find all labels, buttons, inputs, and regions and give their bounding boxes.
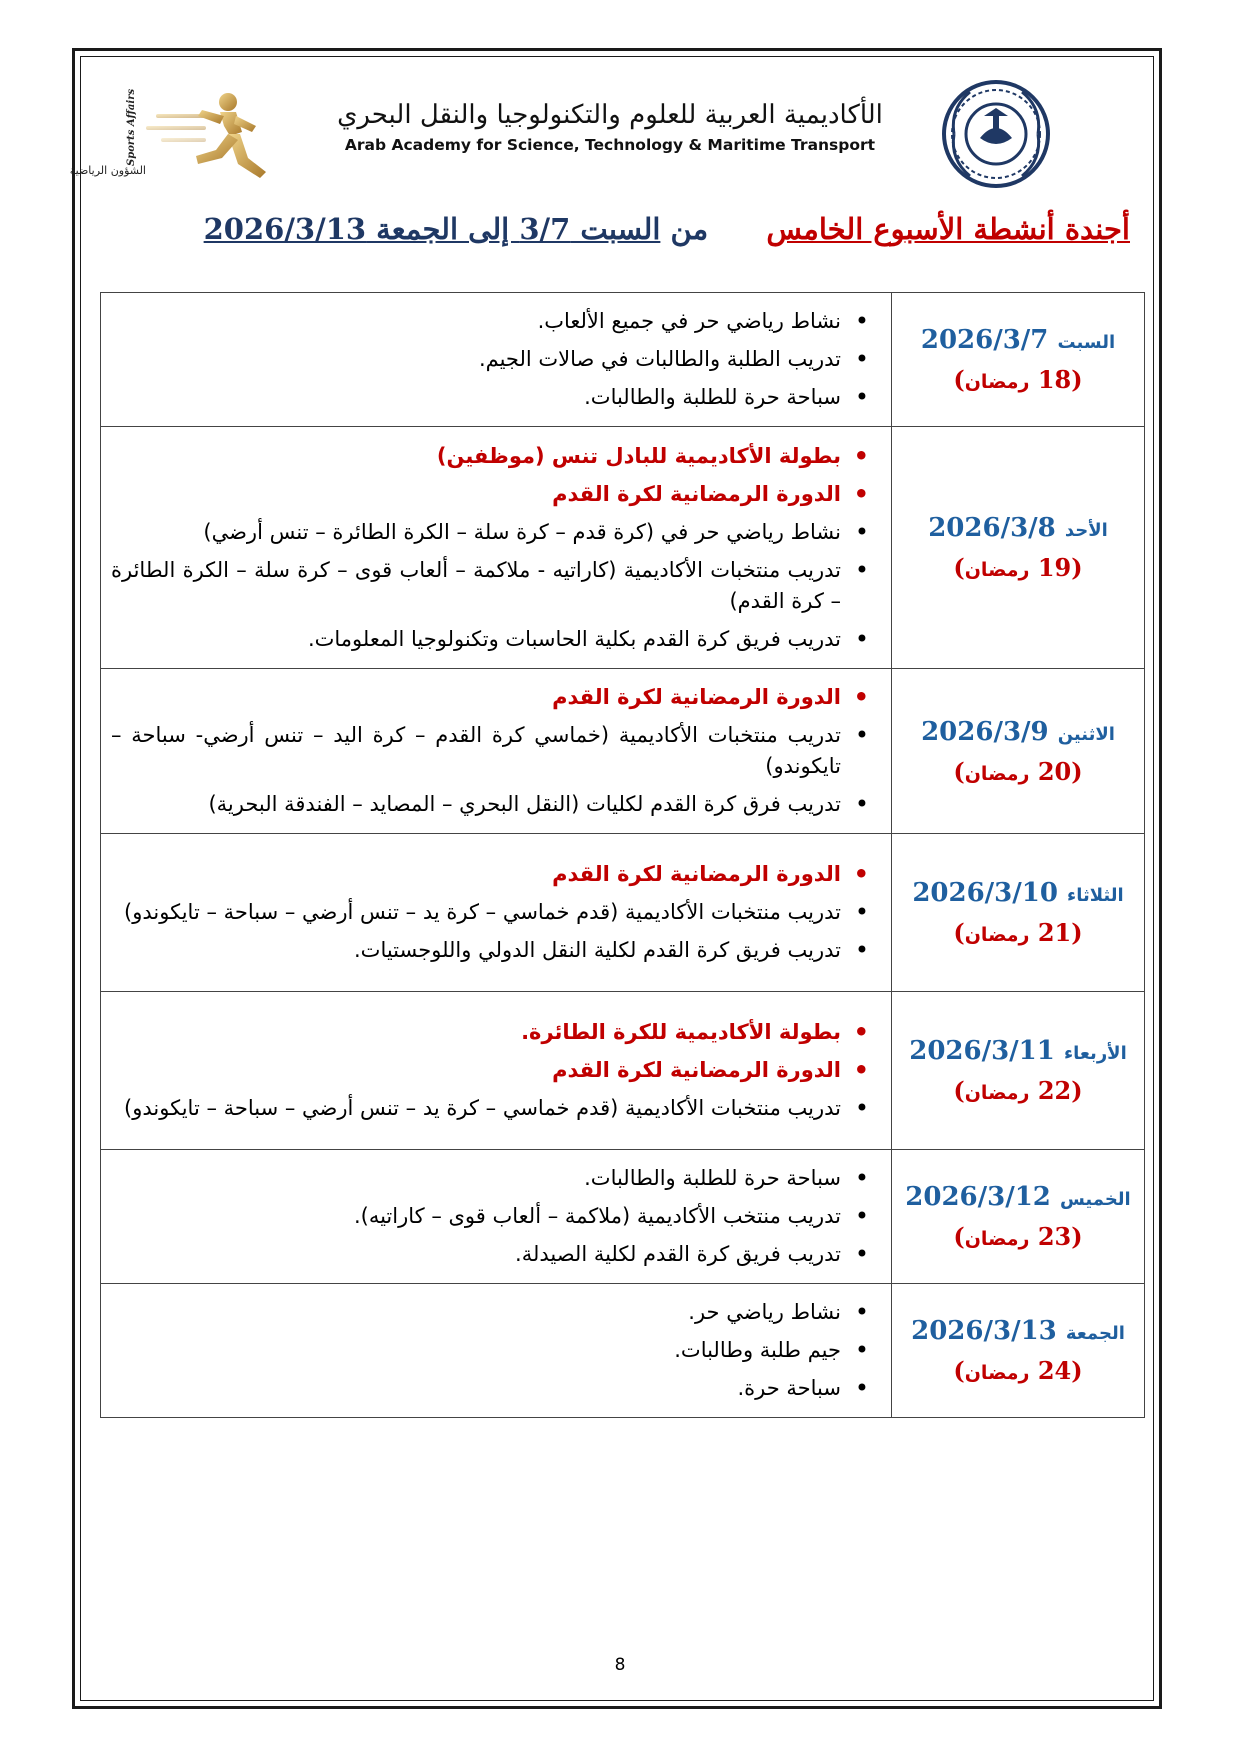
activity-item: • تدريب منتخبات الأكاديمية (قدم خماسي – كرة يد – تنس أرضي – سباحة – تايكوندو) (111, 1093, 891, 1124)
activity-item: • تدريب فريق كرة القدم لكلية النقل الدولي واللوجستيات. (111, 935, 891, 966)
schedule-row (101, 1150, 1145, 1284)
day-date (893, 878, 1143, 908)
activity-item: • تدريب الطلبة والطالبات في صالات الجيم. (111, 344, 891, 375)
schedule-row (101, 992, 1145, 1150)
ramadan-date: (20 رمضان) (953, 756, 1083, 786)
activities-list (111, 306, 891, 413)
day-name: السبت (1057, 332, 1116, 353)
ramadan-day-number: 20 (1037, 756, 1072, 786)
activity-item: • تدريب منتخبات الأكاديمية (كاراتيه - ملاكمة – ألعاب قوى – كرة سلة – الكرة الطائرة – كرة القدم) (111, 555, 891, 617)
day-cell (892, 1150, 1145, 1284)
activities-cell (101, 293, 892, 427)
highlighted-activity: • بطولة الأكاديمية للكرة الطائرة. (111, 1017, 891, 1048)
ramadan-day-number: 24 (1037, 1356, 1072, 1385)
activity-item: • تدريب منتخبات الأكاديمية (قدم خماسي – كرة يد – تنس أرضي – سباحة – تايكوندو) (111, 897, 891, 928)
ramadan-date: (21 رمضان) (953, 918, 1083, 947)
day-date (893, 1036, 1143, 1066)
sports-logo-en: Sports Affairs (126, 88, 137, 166)
day-cell (892, 293, 1145, 427)
activities-cell (101, 669, 892, 834)
activities-list (111, 682, 891, 820)
ramadan-day-number: 19 (1037, 553, 1072, 582)
activity-item: • نشاط رياضي حر في جميع الألعاب. (111, 306, 891, 337)
day-cell (892, 1284, 1145, 1418)
day-name: الأحد (1064, 520, 1108, 541)
activity-item: • سباحة حرة للطلبة والطالبات. (111, 382, 891, 413)
activity-item: • نشاط رياضي حر في (كرة قدم – كرة سلة – الكرة الطائرة – تنس أرضي) (111, 517, 891, 548)
day-name: الخميس (1059, 1189, 1131, 1210)
activity-item: • سباحة حرة. (111, 1373, 891, 1404)
academy-name-english: Arab Academy for Science, Technology & Maritime Transport (344, 136, 876, 154)
sports-logo-ar: الشؤون الرياضية (69, 164, 146, 177)
ramadan-day-number: 21 (1037, 918, 1072, 947)
activities-cell (101, 1150, 892, 1284)
schedule-row (101, 427, 1145, 669)
ramadan-date: (19 رمضان) (953, 553, 1083, 582)
activities-list (111, 859, 891, 966)
ramadan-day-number: 22 (1037, 1076, 1072, 1105)
page-number: 8 (614, 1655, 626, 1675)
activities-cell (101, 427, 892, 669)
activities-cell (101, 834, 892, 992)
highlighted-activity: • الدورة الرمضانية لكرة القدم (111, 479, 891, 510)
activity-item: • تدريب منتخب الأكاديمية (ملاكمة – ألعاب قوى – كاراتيه). (111, 1201, 891, 1232)
activities-list (111, 1297, 891, 1404)
activity-item: • نشاط رياضي حر. (111, 1297, 891, 1328)
activity-item: • تدريب فرق كرة القدم لكليات (النقل البحري – المصايد – الفندقة البحرية) (111, 789, 891, 820)
ramadan-word: رمضان (964, 924, 1030, 946)
academy-name-arabic: الأكاديمية العربية للعلوم والتكنولوجيا والنقل البحري (337, 100, 883, 130)
ramadan-date: (23 رمضان) (953, 1222, 1083, 1251)
ramadan-date: (18 رمضان) (953, 365, 1083, 394)
day-cell (892, 669, 1145, 834)
activity-item: • تدريب فريق كرة القدم بكلية الحاسبات وتكنولوجيا المعلومات. (111, 624, 891, 655)
day-cell (892, 427, 1145, 669)
schedule-row (101, 1284, 1145, 1418)
sports-affairs-logo (69, 86, 276, 186)
ramadan-day-number: 18 (1037, 365, 1072, 394)
day-name: الثلاثاء (1067, 885, 1124, 906)
day-name: الاثنين (1057, 723, 1115, 745)
ramadan-word: رمضان (964, 371, 1030, 393)
activities-list (111, 1017, 891, 1124)
academy-emblem (940, 78, 1052, 190)
day-date-value: 2026/3/11 (909, 1036, 1055, 1066)
title-agenda: أجندة أنشطة الأسبوع الخامس (766, 212, 1130, 246)
activities-list (111, 441, 891, 655)
ramadan-word: رمضان (964, 1228, 1030, 1250)
activities-list (111, 1163, 891, 1270)
activity-item: • تدريب منتخبات الأكاديمية (خماسي كرة القدم – كرة اليد – تنس أرضي- سباحة – تايكوندو) (111, 720, 891, 782)
highlighted-activity: • الدورة الرمضانية لكرة القدم (111, 682, 891, 713)
day-cell (892, 992, 1145, 1150)
ramadan-date: (22 رمضان) (953, 1076, 1083, 1105)
activity-item: • تدريب فريق كرة القدم لكلية الصيدلة. (111, 1239, 891, 1270)
schedule-row (101, 669, 1145, 834)
day-date (893, 1182, 1143, 1212)
academy-name-block (290, 100, 930, 170)
day-cell (892, 834, 1145, 992)
ramadan-word: رمضان (964, 559, 1030, 581)
document-header (69, 78, 1140, 193)
activity-item: • سباحة حرة للطلبة والطالبات. (111, 1163, 891, 1194)
schedule-row (101, 834, 1145, 992)
day-date (893, 717, 1143, 747)
weekly-schedule-table (100, 292, 1145, 1418)
schedule-row (101, 293, 1145, 427)
activities-cell (101, 992, 892, 1150)
activity-item: • جيم طلبة وطالبات. (111, 1335, 891, 1366)
page-title (100, 212, 1130, 262)
ramadan-word: رمضان (964, 1082, 1030, 1104)
ramadan-date: (24 رمضان) (953, 1356, 1083, 1385)
activities-cell (101, 1284, 892, 1418)
day-date-value: 2026/3/10 (912, 878, 1058, 908)
day-date (893, 513, 1143, 543)
day-date (893, 1316, 1143, 1346)
day-date-value: 2026/3/8 (928, 513, 1056, 543)
highlighted-activity: • الدورة الرمضانية لكرة القدم (111, 859, 891, 890)
day-name: الأربعاء (1063, 1043, 1127, 1064)
highlighted-activity: • الدورة الرمضانية لكرة القدم (111, 1055, 891, 1086)
ramadan-day-number: 23 (1037, 1222, 1072, 1251)
running-man-icon (69, 86, 276, 186)
day-date-value: 2026/3/7 (920, 325, 1049, 355)
title-from: من (670, 212, 709, 246)
ramadan-word: رمضان (964, 762, 1030, 785)
day-date-value: 2026/3/9 (921, 716, 1049, 747)
highlighted-activity: • بطولة الأكاديمية للبادل تنس (موظفين) (111, 441, 891, 472)
academy-emblem-icon (940, 78, 1052, 190)
title-date-range: السبت 3/7 إلى الجمعة 2026/3/13 (203, 212, 661, 246)
day-date-value: 2026/3/13 (911, 1316, 1057, 1346)
day-date-value: 2026/3/12 (905, 1182, 1051, 1212)
day-name: الجمعة (1065, 1323, 1125, 1344)
day-date (893, 325, 1143, 355)
ramadan-word: رمضان (964, 1362, 1030, 1384)
